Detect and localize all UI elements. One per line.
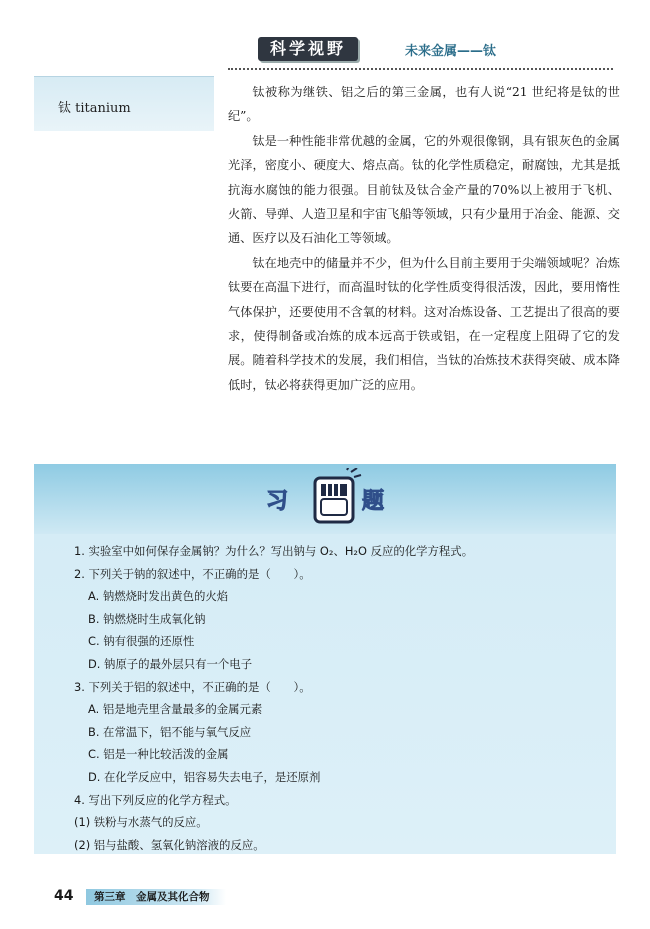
question-4-part: (1) 铁粉与水蒸气的反应。 <box>74 815 208 830</box>
glossary-term: 钛 titanium <box>58 101 131 116</box>
dotted-divider <box>228 68 613 70</box>
article-paragraph: 钛被称为继铁、铝之后的第三金属，也有人说“21 世纪将是钛的世纪”。 <box>228 85 620 124</box>
answer-option: A. 钠燃烧时发出黄色的火焰 <box>88 589 229 604</box>
answer-option: A. 铝是地壳里含量最多的金属元素 <box>88 702 263 717</box>
question-list <box>74 540 594 856</box>
section-badge-label: 科学视野 <box>269 39 346 58</box>
question-4: 4. 写出下列反应的化学方程式。 <box>74 792 237 807</box>
exercise-panel <box>34 464 616 854</box>
question-2: 2. 下列关于钠的叙述中，不正确的是（ ）。 <box>74 566 311 581</box>
answer-option: D. 钠原子的最外层只有一个电子 <box>88 656 253 671</box>
question-1: 1. 实验室中如何保存金属钠？为什么？写出钠与 O₂、H₂O 反应的化学方程式。 <box>74 544 474 558</box>
article-paragraph: 钛是一种性能非常优越的金属，它的外观很像钢，具有银灰色的金属光泽，密度小、硬度大、熔点高。钛的化学性质稳定，耐腐蚀，尤其是抵抗海水腐蚀的能力很强。目前钛及钛合金产量的70%以上被用于飞机、火箭、导弹、人造卫星和宇宙飞船等领域，只有少量用于冶金、能源、交通、医疗以及石油化工等领域。 <box>228 133 620 246</box>
answer-option: C. 铝是一种比较活泼的金属 <box>88 747 229 762</box>
exercise-title-left: 习 <box>266 489 291 514</box>
page-number: 44 <box>54 888 74 904</box>
section-title: 未来金属——钛 <box>405 44 497 59</box>
notebook-pencil-icon <box>307 468 363 526</box>
article-paragraph: 钛在地壳中的储量并不少，但为什么目前主要用于尖端领域呢？冶炼钛要在高温下进行，而高温时钛的化学性质变得很活泼，因此，要用惰性气体保护，还要使用不含氧的材料。这对冶炼设备、工艺提出了很高的要求，使得制备或冶炼的成本远高于铁或铝，在一定程度上阻碍了它的发展。随着科学技术的发展，我们相信，当钛的冶炼技术获得突破、成本降低时，钛必将获得更加广泛的应用。 <box>228 255 620 392</box>
chapter-label: 第三章 金属及其化合物 <box>86 889 226 905</box>
answer-option: C. 钠有很强的还原性 <box>88 634 195 649</box>
answer-option: D. 在化学反应中，铝容易失去电子，是还原剂 <box>88 769 321 784</box>
question-4-part: (2) 铝与盐酸、氢氧化钠溶液的反应。 <box>74 837 265 852</box>
answer-option: B. 在常温下，铝不能与氧气反应 <box>88 724 252 739</box>
article-body <box>228 80 620 397</box>
exercise-title-right: 题 <box>362 489 387 514</box>
section-badge <box>258 37 358 61</box>
question-3: 3. 下列关于铝的叙述中，不正确的是（ ）。 <box>74 679 311 694</box>
glossary-sidebar <box>34 76 214 131</box>
answer-option: B. 钠燃烧时生成氧化钠 <box>88 611 206 626</box>
